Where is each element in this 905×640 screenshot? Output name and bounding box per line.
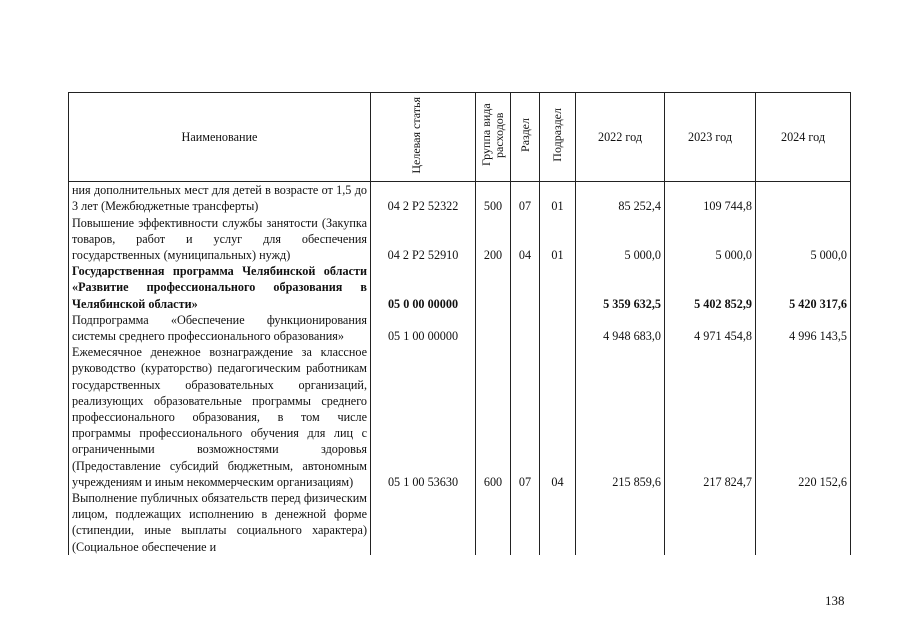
row-value-2022: 5 000,0 — [576, 215, 665, 264]
row-value-2023: 217 824,7 — [665, 344, 756, 490]
header-target-article: Целевая статья — [371, 93, 476, 182]
row-target-article: 04 2 P2 52910 — [371, 215, 476, 264]
table-row — [69, 182, 851, 215]
row-name: ния дополнительных мест для детей в возрасте от 1,5 до 3 лет (Межбюджетные трансферты) — [69, 182, 371, 215]
row-value-2024: 5 420 317,6 — [756, 263, 851, 312]
row-value-2024 — [756, 182, 851, 215]
row-name: Ежемесячное денежное вознаграждение за классное руководство (кураторство) педагогическим работникам государственных образовательных организаций, реализующих образовательные программы среднего профессионального образования, в том числе программы профессионального обучения для лиц с ограниченными возможностями здоровья (Предоставление субсидий бюджетным, автономным учреждениям и иным некоммерческим организациям) — [69, 344, 371, 490]
row-value-2024: 5 000,0 — [756, 215, 851, 264]
row-value-2022: 5 359 632,5 — [576, 263, 665, 312]
row-expense-group — [476, 312, 511, 344]
row-value-2024: 4 996 143,5 — [756, 312, 851, 344]
table-row — [69, 312, 851, 344]
row-subsection: 01 — [540, 215, 576, 264]
header-subsection: Подраздел — [540, 93, 576, 182]
row-target-article: 04 2 P2 52322 — [371, 182, 476, 215]
row-expense-group: 200 — [476, 215, 511, 264]
row-target-article: 05 0 00 00000 — [371, 263, 476, 312]
table-row-program — [69, 263, 851, 312]
row-value-2023: 4 971 454,8 — [665, 312, 756, 344]
row-section — [511, 263, 540, 312]
row-value-2024 — [756, 490, 851, 555]
row-value-2022: 215 859,6 — [576, 344, 665, 490]
row-expense-group: 500 — [476, 182, 511, 215]
header-year-2023: 2023 год — [665, 93, 756, 182]
row-subsection — [540, 490, 576, 555]
table-header-row — [69, 93, 851, 182]
row-expense-group — [476, 490, 511, 555]
row-value-2023: 5 000,0 — [665, 215, 756, 264]
header-expense-group: Группа вида расходов — [476, 93, 511, 182]
row-subsection: 01 — [540, 182, 576, 215]
row-target-article: 05 1 00 53630 — [371, 344, 476, 490]
row-section: 07 — [511, 182, 540, 215]
row-value-2023: 109 744,8 — [665, 182, 756, 215]
row-section — [511, 312, 540, 344]
row-section: 04 — [511, 215, 540, 264]
header-year-2024: 2024 год — [756, 93, 851, 182]
table-row — [69, 215, 851, 264]
row-value-2022 — [576, 490, 665, 555]
row-subsection: 04 — [540, 344, 576, 490]
header-year-2022: 2022 год — [576, 93, 665, 182]
header-section: Раздел — [511, 93, 540, 182]
page-number: 138 — [825, 593, 845, 608]
row-name: Подпрограмма «Обеспечение функционирования системы среднего профессионального образования» — [69, 312, 371, 344]
row-name: Повышение эффективности службы занятости (Закупка товаров, работ и услуг для обеспечения государственных (муниципальных) нужд) — [69, 215, 371, 264]
row-expense-group: 600 — [476, 344, 511, 490]
row-value-2022: 85 252,4 — [576, 182, 665, 215]
row-value-2022: 4 948 683,0 — [576, 312, 665, 344]
table-row — [69, 490, 851, 555]
row-expense-group — [476, 263, 511, 312]
row-subsection — [540, 312, 576, 344]
row-value-2023 — [665, 490, 756, 555]
row-name: Государственная программа Челябинской области «Развитие профессионального образования в Челябинской области» — [69, 263, 371, 312]
row-target-article — [371, 490, 476, 555]
row-value-2023: 5 402 852,9 — [665, 263, 756, 312]
row-subsection — [540, 263, 576, 312]
row-target-article: 05 1 00 00000 — [371, 312, 476, 344]
budget-table — [68, 92, 851, 555]
row-name: Выполнение публичных обязательств перед физическим лицом, подлежащих исполнению в денежной форме (стипендии, иные выплаты социального характера) (Социальное обеспечение и — [69, 490, 371, 555]
row-section: 07 — [511, 344, 540, 490]
header-name: Наименование — [69, 93, 371, 182]
row-value-2024: 220 152,6 — [756, 344, 851, 490]
table-row — [69, 344, 851, 490]
row-section — [511, 490, 540, 555]
